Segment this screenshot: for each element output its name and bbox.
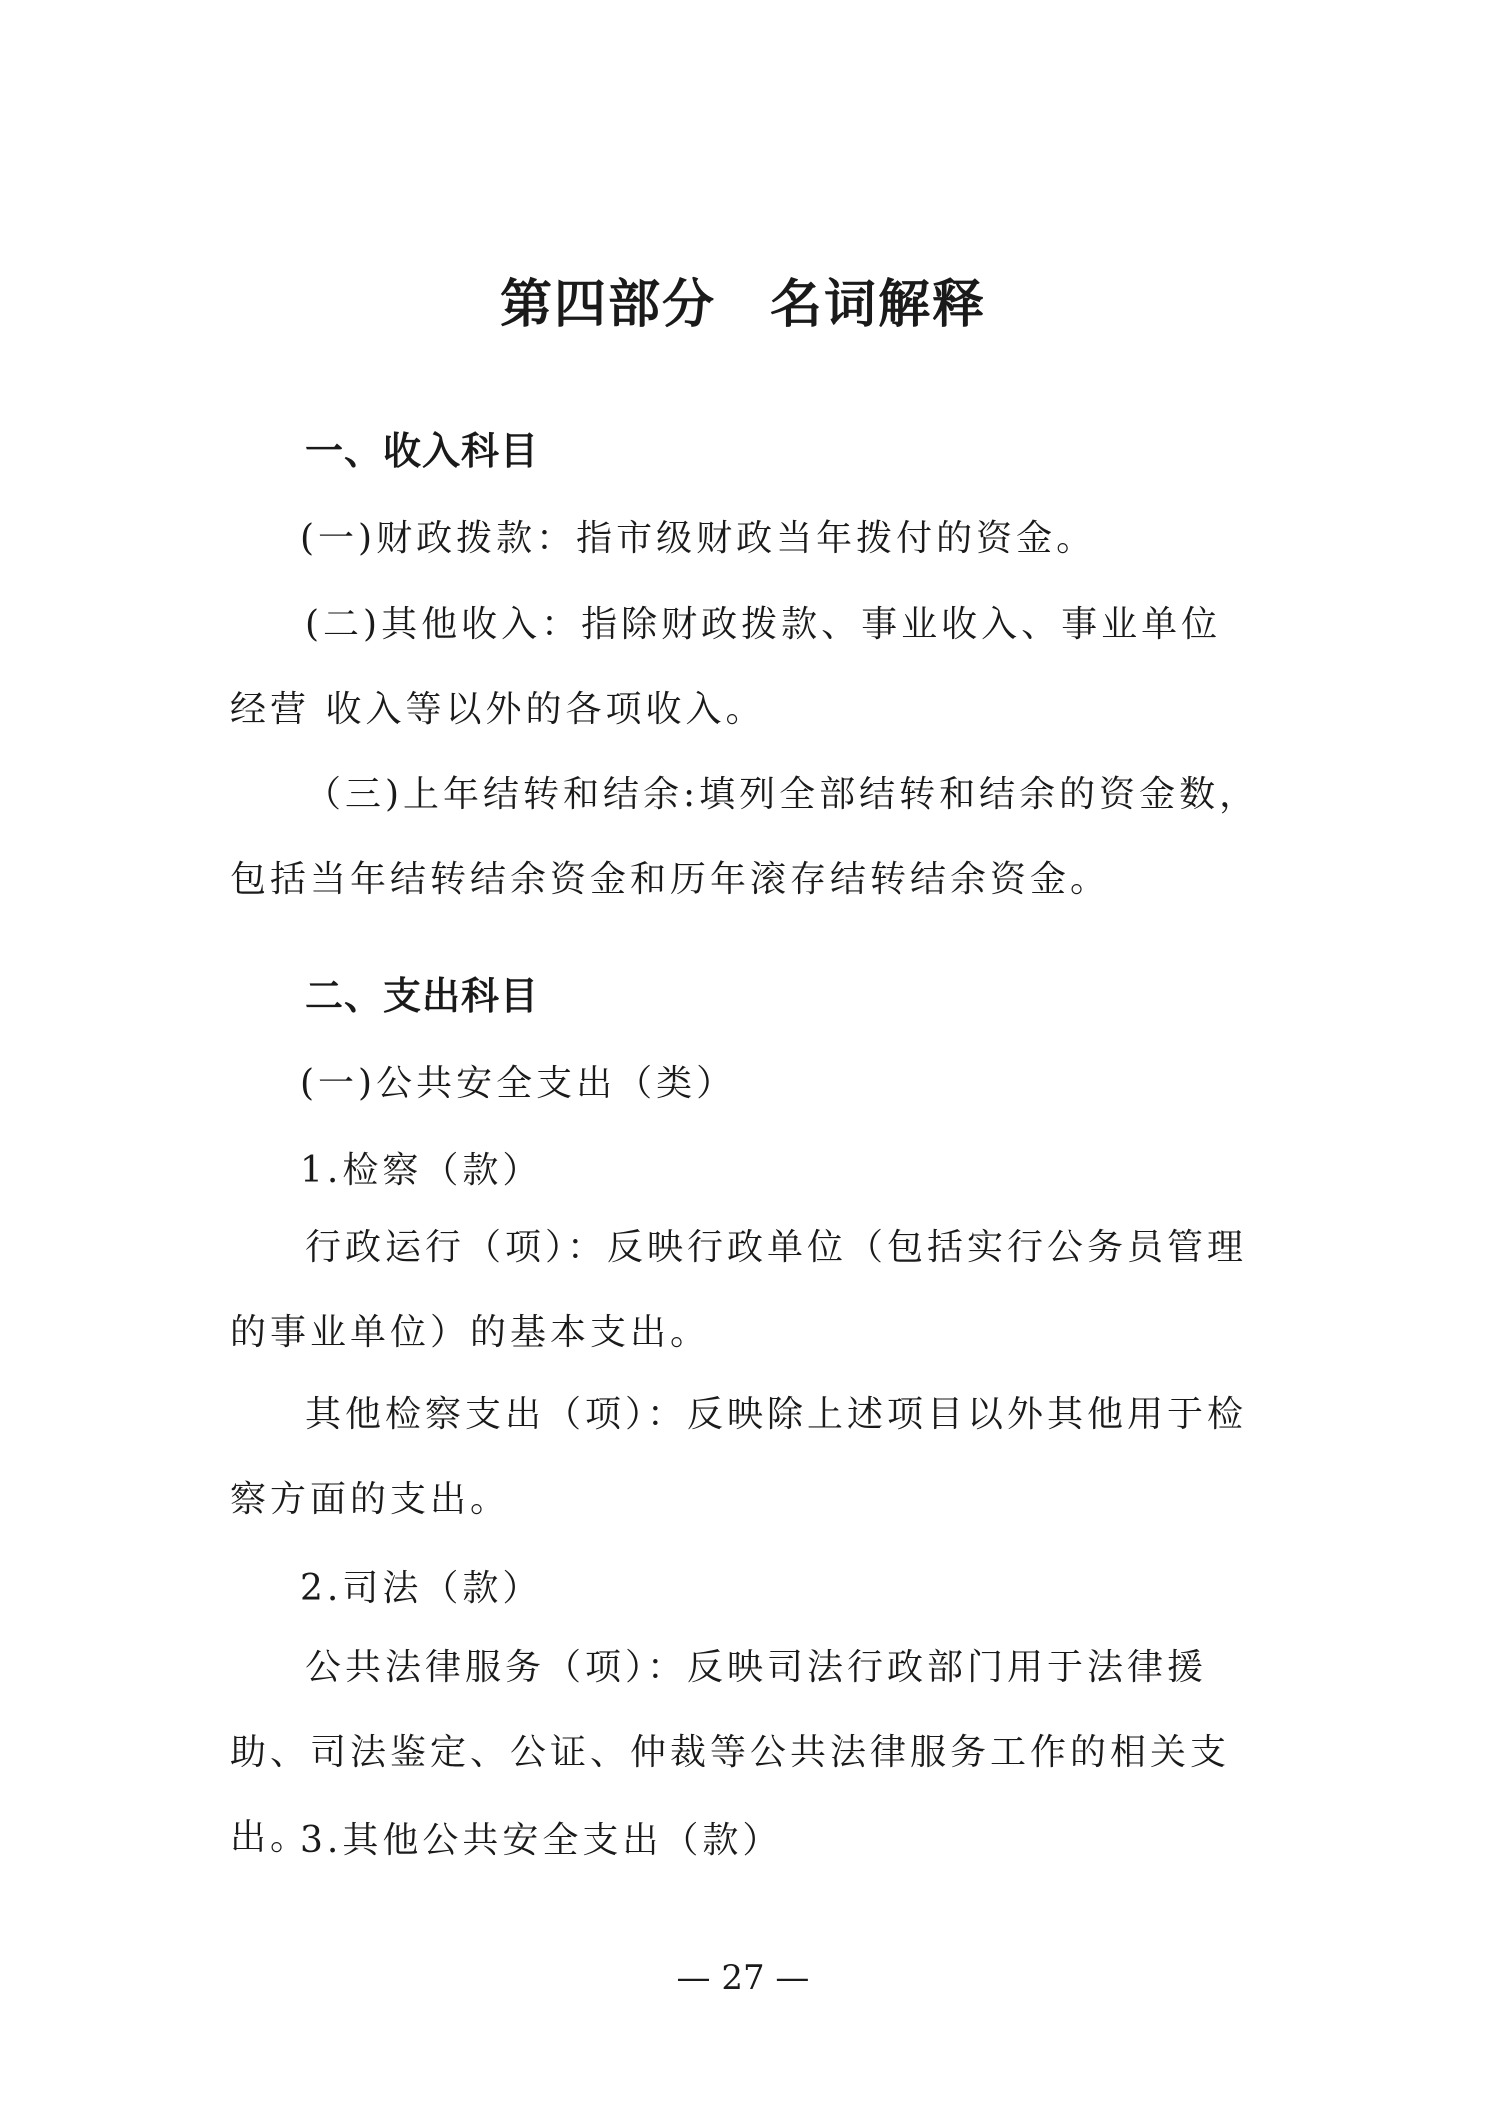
income-item-fiscal-appropriation: (一)财政拨款：指市级财政当年拨付的资金。 bbox=[300, 518, 1097, 559]
expenditure-class-public-security: (一)公共安全支出（类） bbox=[300, 1063, 737, 1104]
expenditure-item-administrative-operation: 行政运行（项）：反映行政单位（包括实行公务员管理的事业单位）的基本支出。 bbox=[230, 1227, 1248, 1353]
section-heading-income: 一、收入科目 bbox=[305, 429, 540, 473]
income-item-carryover-balance: （三)上年结转和结余:填列全部结转和结余的资金数，包括当年结转结余资金和历年滚存结转结余资金。 bbox=[230, 774, 1260, 900]
page-title: 第四部分 名词解释 bbox=[499, 275, 986, 335]
expenditure-item-other-procuratorate: 其他检察支出（项）：反映除上述项目以外其他用于检察方面的支出。 bbox=[230, 1394, 1248, 1520]
expenditure-item-public-legal-service: 公共法律服务（项）：反映司法行政部门用于法律援助、司法鉴定、公证、仲裁等公共法律服务工作的相关支出。 bbox=[230, 1647, 1231, 1858]
section-heading-expenditure: 二、支出科目 bbox=[305, 974, 540, 1018]
page-number: — 27 — bbox=[676, 1958, 810, 1998]
expenditure-item-judicial: 2.司法（款） bbox=[300, 1568, 543, 1609]
expenditure-item-other-public-security: 3.其他公共安全支出（款） bbox=[300, 1820, 783, 1861]
expenditure-item-procuratorate: 1.检察（款） bbox=[300, 1150, 543, 1191]
income-item-other-income: (二)其他收入：指除财政拨款、事业收入、事业单位经营 收入等以外的各项收入。 bbox=[230, 604, 1222, 730]
